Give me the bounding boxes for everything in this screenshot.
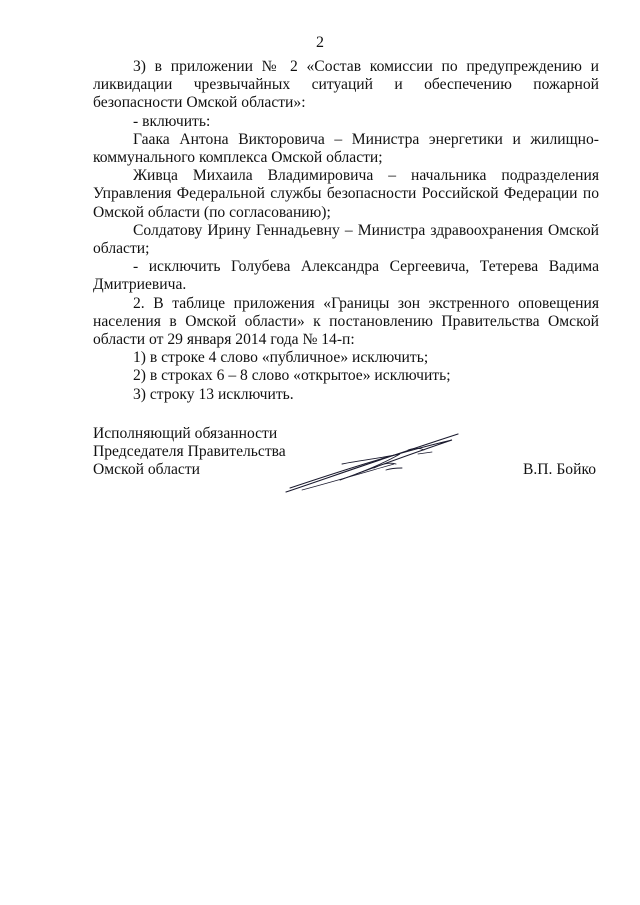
paragraph-row-4: 1) в строке 4 слово «публичное» исключить; [133,349,429,367]
paragraph-row-13: 3) строку 13 исключить. [133,385,294,403]
signatory-position-line: Председателя Правительства [93,443,286,460]
signatory-position [93,425,286,479]
paragraph-appendix-2: 3) в приложении № 2 «Состав комиссии по предупреждению и ликвидации чрезвычайных ситуаций и обеспечению пожарной безопасности Омской области»: [93,58,599,112]
paragraph-table-changes: 2. В таблице приложения «Границы зон экстренного оповещения населения в Омской области» к постановлению Правительства Омской области от 29 января 2014 года № 14-п: [93,294,599,349]
paragraph-include: - включить: [133,112,211,130]
signatory-position-line: Омской области [93,461,201,478]
paragraph-member-gaak: Гаака Антона Викторовича – Министра энергетики и жилищно-коммунального комплекса Омской области; [93,130,599,167]
paragraph-member-soldatova: Солдатову Ирину Геннадьевну – Министра здравоохранения Омской области; [93,221,599,258]
signatory-position-line: Исполняющий обязанности [93,425,278,442]
paragraph-exclude: - исключить Голубева Александра Сергеевича, Тетерева Вадима Дмитриевича. [93,258,599,294]
document-body [93,58,599,404]
signatory-name: В.П. Бойко [523,461,597,478]
paragraph-rows-6-8: 2) в строках 6 – 8 слово «открытое» исключить; [133,367,451,385]
handwritten-signature [282,428,464,498]
paragraph-member-zhivets: Живца Михаила Владимировича – начальника подразделения Управления Федеральной службы безопасности Российской Федерации по Омской области (по согласованию); [93,167,599,221]
page-number: 2 [316,34,324,51]
